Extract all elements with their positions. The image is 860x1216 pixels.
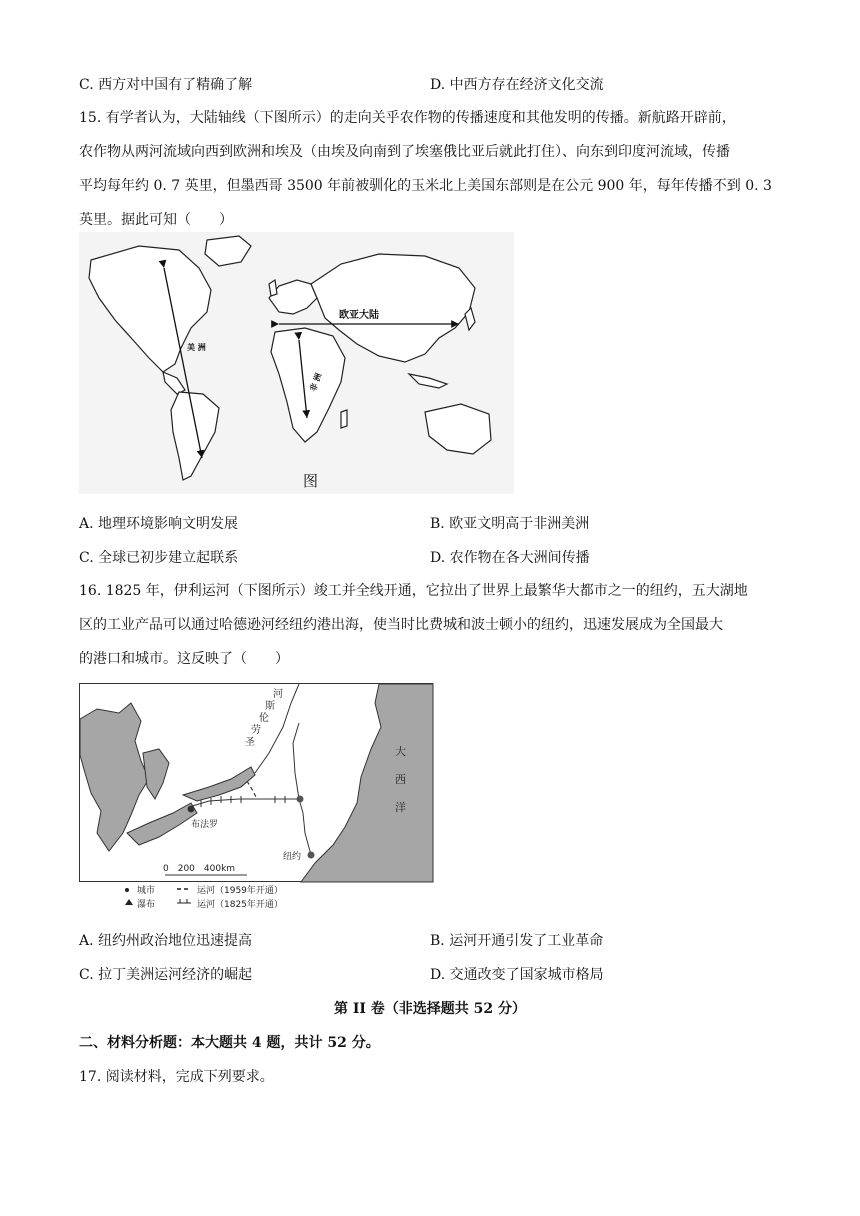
africa-label: 非 洲 — [308, 371, 324, 393]
q15-option-c: C. 全球已初步建立起联系 — [79, 550, 239, 566]
q16-option-b: B. 运河开通引发了工业革命 — [430, 933, 604, 949]
buffalo-city-dot — [188, 806, 195, 813]
q15-option-a: A. 地理环境影响文明发展 — [79, 516, 239, 532]
river-char-5: 圣 — [245, 737, 255, 748]
q15-world-map — [79, 232, 514, 494]
q15-stem-line-3: 平均每年约 0. 7 英里，但墨西哥 3500 年前被驯化的玉米北上美国东部则是在公元 900 年，每年传播不到 0. 3 — [79, 178, 772, 194]
ocean-char-3: 洋 — [395, 801, 406, 814]
river-char-1: 河 — [273, 689, 283, 700]
q15-stem-line-2: 农作物从两河流域向西到欧洲和埃及（由埃及向南到了埃塞俄比亚后就此打住）、向东到印度河流域，传播 — [79, 144, 730, 160]
legend-city: 城市 — [137, 886, 156, 896]
eurasia-label: 欧亚大陆 — [339, 310, 379, 321]
legend-canal-1825: 运河（1825年开通） — [197, 900, 283, 910]
q16-option-d: D. 交通改变了国家城市格局 — [430, 967, 604, 983]
q16-stem-line-1: 16. 1825 年，伊利运河（下图所示）竣工并全线开通，它拉出了世界上最繁华大都市之一的纽约，五大湖地 — [79, 583, 748, 599]
ocean-char-1: 大 — [395, 745, 406, 758]
buffalo-label: 布法罗 — [191, 820, 219, 830]
legend-falls: 瀑布 — [137, 900, 156, 910]
q16-erie-canal-map — [79, 683, 434, 915]
americas-label: 美 洲 — [187, 343, 206, 352]
q16-stem-line-2: 区的工业产品可以通过哈德逊河经纽约港出海，使当时比费城和波士顿小的纽约，迅速发展成为全国最大 — [79, 617, 723, 633]
q14-option-c: C. 西方对中国有了精确了解 — [79, 77, 253, 93]
q15-option-b: B. 欧亚文明高于非洲美洲 — [430, 516, 590, 532]
section-2-heading: 二、材料分析题：本大题共 4 题，共计 52 分。 — [79, 1035, 380, 1051]
q17-stem: 17. 阅读材料，完成下列要求。 — [79, 1069, 274, 1085]
river-char-2: 斯 — [265, 701, 275, 712]
map-scale-label: 0 200 400km — [163, 864, 236, 874]
map-caption: 图 — [303, 472, 319, 490]
q16-option-a: A. 纽约州政治地位迅速提高 — [79, 933, 253, 949]
q15-stem-line-4: 英里。据此可知（ ） — [79, 212, 233, 228]
q16-option-c: C. 拉丁美洲运河经济的崛起 — [79, 967, 253, 983]
q15-stem-line-1: 15. 有学者认为，大陆轴线（下图所示）的走向关乎农作物的传播速度和其他发明的传播。新航路开辟前， — [79, 110, 736, 126]
q16-stem-line-3: 的港口和城市。这反映了（ ） — [79, 651, 289, 667]
q14-option-d: D. 中西方存在经济文化交流 — [430, 77, 604, 93]
newyork-label: 纽约 — [283, 852, 302, 862]
albany-city-dot — [297, 796, 304, 803]
ocean-char-2: 西 — [395, 773, 406, 786]
legend-canal-1959: 运河（1959年开通） — [197, 886, 283, 896]
river-char-4: 劳 — [251, 725, 261, 736]
river-char-3: 伦 — [259, 713, 269, 724]
newyork-city-dot — [308, 852, 315, 859]
q15-option-d: D. 农作物在各大洲间传播 — [430, 550, 590, 566]
section-2-title: 第 II 卷（非选择题共 52 分） — [333, 1001, 527, 1017]
